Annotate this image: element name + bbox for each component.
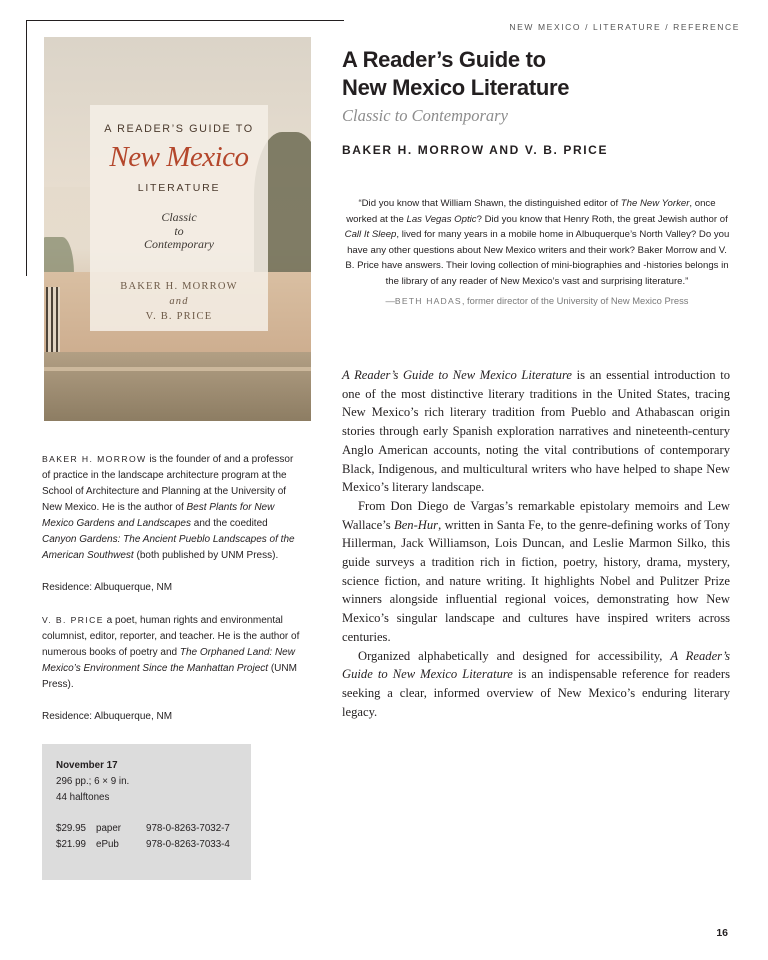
quote-part: ? Did you know that Henry Roth, the great Jewish author of: [476, 213, 728, 225]
bio-book-title: Best Plants for New Mexico Gardens and Landscapes: [42, 502, 275, 529]
quote-italic: Las Vegas Optic: [406, 213, 477, 225]
bio-name: V. B. PRICE: [42, 615, 104, 625]
description-paragraph-1: [342, 366, 730, 497]
cover-path: [44, 367, 311, 371]
bio-text: a poet, human rights and environmental columnist, editor, reporter, and teacher. He is the author of numerous books of poetry and: [42, 615, 300, 658]
edition-format: ePub: [96, 838, 119, 850]
edition-isbn: 978-0-8263-7033-4: [146, 838, 230, 850]
cover-and: and: [169, 296, 189, 307]
quote-part: , once worked at the: [346, 198, 716, 225]
cover-title-line3: LITERATURE: [137, 182, 221, 194]
book-title-line1: A Reader’s Guide to: [342, 47, 546, 72]
endorsement-quote: [342, 196, 732, 309]
edition-price: $21.99: [56, 838, 86, 850]
bio-price-residence: Residence: Albuquerque, NM: [42, 711, 173, 722]
edition-row: [56, 837, 230, 853]
bio-morrow-residence: Residence: Albuquerque, NM: [42, 582, 173, 593]
cover-window: [46, 287, 60, 357]
quote-part: “Did you know that William Shawn, the distinguished editor of: [358, 198, 621, 209]
description-paragraph-3: [342, 647, 730, 722]
description-italic: A Reader’s Guide to New Mexico Literature: [342, 648, 730, 682]
bio-book-title: Canyon Gardens: The Ancient Pueblo Landscapes of the American Southwest: [42, 534, 295, 561]
page-count: 296 pp.; 6 × 9 in.: [56, 775, 130, 787]
quote-italic: The New Yorker: [620, 198, 690, 209]
description-text: Organized alphabetically and designed for accessibility,: [358, 648, 671, 663]
edition-format: paper: [96, 823, 122, 835]
book-title-line2: New Mexico Literature: [342, 75, 570, 100]
page-number: 16: [716, 927, 728, 939]
cover-subtitle: Classic to Contemporary: [144, 210, 214, 251]
halftone-count: 44 halftones: [56, 791, 110, 803]
bio-text: (both published by UNM Press).: [133, 550, 279, 561]
quote-attribution: [342, 293, 732, 310]
cover-authors: [90, 279, 268, 324]
bio-text: and the coedited: [190, 518, 268, 529]
attribution-name: BETH HADAS: [394, 295, 462, 306]
publication-info-box: [42, 744, 251, 880]
quote-text: [342, 196, 732, 290]
book-description: [342, 366, 730, 721]
top-rule: [26, 20, 344, 21]
cover-title-line1: A READER’S GUIDE TO: [104, 123, 254, 135]
attribution-role: , former director of the University of New Mexico Press: [461, 294, 689, 306]
book-title: [342, 46, 742, 102]
attribution-dash: —: [385, 294, 395, 306]
publication-date: November 17: [56, 760, 118, 771]
left-rule: [26, 20, 27, 276]
edition-isbn: 978-0-8263-7032-7: [146, 823, 230, 835]
book-subtitle: Classic to Contemporary: [342, 106, 508, 125]
bio-book-title: The Orphaned Land: New Mexico’s Environment Since the Manhattan Project: [42, 647, 295, 674]
cover-ground: [44, 352, 311, 421]
description-paragraph-2: [342, 497, 730, 647]
bio-name: BAKER H. MORROW: [42, 454, 147, 464]
spacer: [56, 805, 230, 821]
cover-author2: V. B. PRICE: [145, 311, 213, 322]
book-authors: [342, 143, 608, 157]
description-text: is an indispensable reference for readers seeking a clear, informed overview of New Mexico’s enduring literary legacy.: [342, 667, 730, 719]
publication-info: [56, 758, 230, 853]
bio-morrow: [42, 451, 300, 564]
description-text: , written in Santa Fe, to the genre-defining works of Tony Hillerman, Jack Williamson, Lois Duncan, and Leslie Marmon Silko, this guide surveys a tradition rich in fiction, poetry, history, drama, mystery, science fiction, and nature writing. It highlights Nobel and Pulitzer Prize winners alongside influential regional voices, demonstrating how New Mexico’s singular landscape and cultures have inspired writers across centuries.: [342, 517, 730, 644]
edition-price: $29.95: [56, 823, 86, 835]
description-text: is an essential introduction to one of the most distinctive literary traditions in the United States, tracing New Mexico’s rich literary tradition from Pueblo and Athabascan origin stories through early Spanish exploration narratives and nineteenth-century Anglo American accounts, noting the vital contributions of contemporary Black, Indigenous, and multicultural writers who have helped to shape New Mexico’s literary landscape.: [342, 368, 731, 495]
bio-text: (UNM Press).: [42, 663, 297, 690]
description-italic: A Reader’s Guide to New Mexico Literature: [342, 368, 572, 382]
edition-row: [56, 821, 230, 837]
cover-title-line2: New Mexico: [109, 141, 249, 173]
quote-part: , lived for many years in a mobile home in Albuquerque’s North Valley? Do you have any other questions about New Mexico writers and their work? Baker Morrow and V. B. Price have answers. Their loving collection of mini-biographies and -histories belongs in the library of any reader of New Mexico’s vast and surprising literature.”: [345, 229, 730, 287]
author-bios: [42, 451, 300, 741]
cover-author1: BAKER H. MORROW: [120, 281, 238, 292]
description-text: From Don Diego de Vargas’s remarkable epistolary memoirs and Lew Wallace’s: [342, 498, 730, 532]
bio-text: is the founder of and a professor of practice in the landscape architecture program at the School of Architecture and Planning at the University of New Mexico. He is the author of: [42, 454, 294, 513]
bio-price: [42, 612, 300, 693]
authors-text: BAKER H. MORROW AND V. B. PRICE: [342, 143, 609, 157]
quote-italic: Call It Sleep: [344, 229, 397, 241]
book-cover-image: [44, 37, 311, 421]
category-label: NEW MEXICO / LITERATURE / REFERENCE: [509, 22, 740, 32]
description-italic: Ben-Hur: [394, 517, 439, 532]
